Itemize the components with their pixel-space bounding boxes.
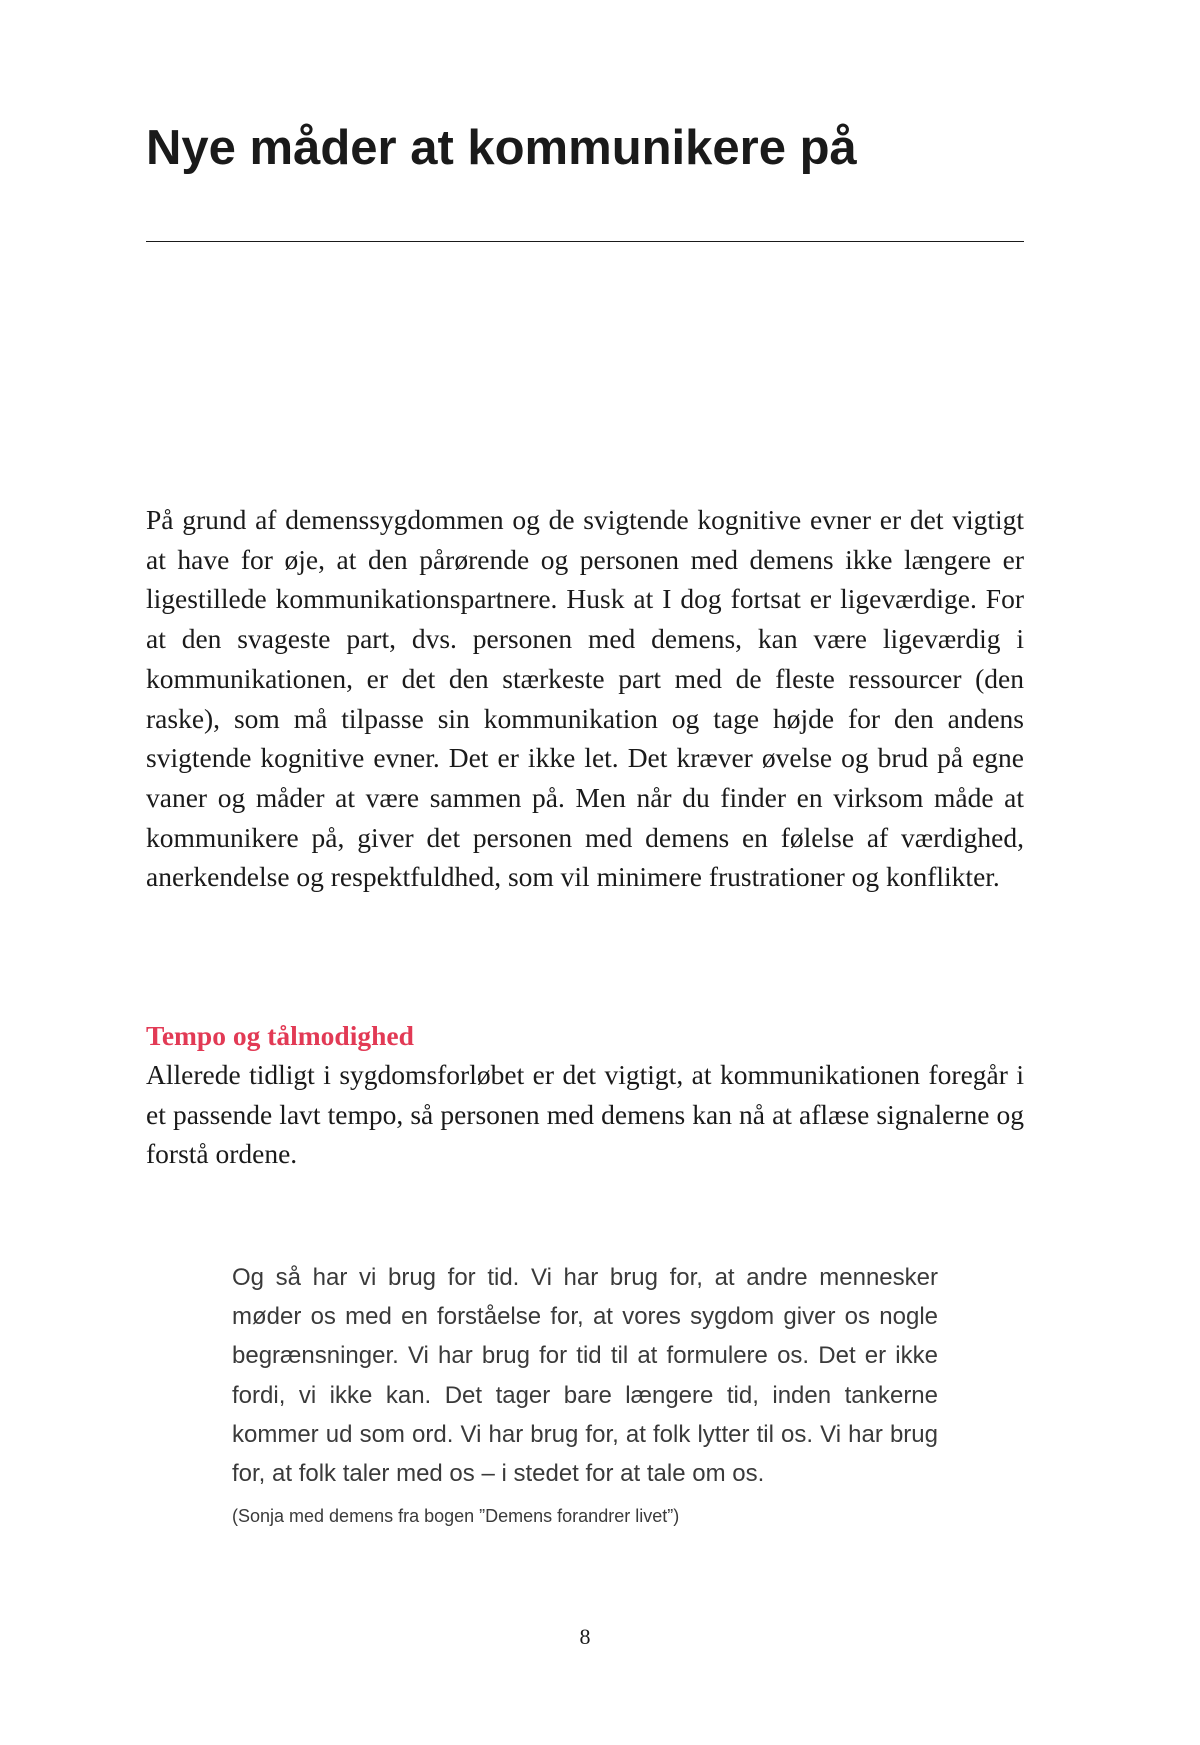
section-heading: Tempo og tålmodighed <box>146 1020 414 1051</box>
page-number: 8 <box>579 1624 591 1649</box>
quote-text: Og så har vi brug for tid. Vi har brug for, at andre mennesker møder os med en forståelse for, at vores sygdom giver os nogle begrænsninger. Vi har brug for tid til at formulere os. Det er ikke fordi, vi ikke kan. Det tager bare længere tid, inden tankerne kommer ud som ord. Vi har brug for, at folk lytter til os. Vi har brug for, at folk taler med os – i stedet for at tale om os. <box>232 1264 938 1488</box>
page-title: Nye måder at kommunikere på <box>146 121 857 175</box>
title-divider <box>146 241 1024 242</box>
section-paragraph: Allerede tidligt i sygdomsforløbet er det vigtigt, at kommunikationen foregår i et passende lavt tempo, så personen med demens kan nå at aflæse signalerne og forstå ordene. <box>146 1059 1024 1170</box>
intro-paragraph: På grund af demenssygdommen og de svigtende kognitive evner er det vigtigt at have for øje, at den pårørende og personen med demens ikke længere er ligestillede kommunikationspartnere. Husk at I dog fortsat er ligeværdige. For at den svageste part, dvs. personen med demens, kan være ligeværdig i kommunikationen, er det den stærkeste part med de fleste ressourcer (den raske), som må tilpasse sin kommunikation og tage højde for den andens svigtende kognitive evner. Det er ikke let. Det kræver øvelse og brud på egne vaner og måder at være sammen på. Men når du finder en virksom måde at kommunikere på, giver det personen med demens en følelse af værdighed, anerkendelse og respektfuldhed, som vil minimere frustrationer og konflikter. <box>146 504 1024 893</box>
quote-source: (Sonja med demens fra bogen ”Demens forandrer livet”) <box>232 1506 680 1526</box>
